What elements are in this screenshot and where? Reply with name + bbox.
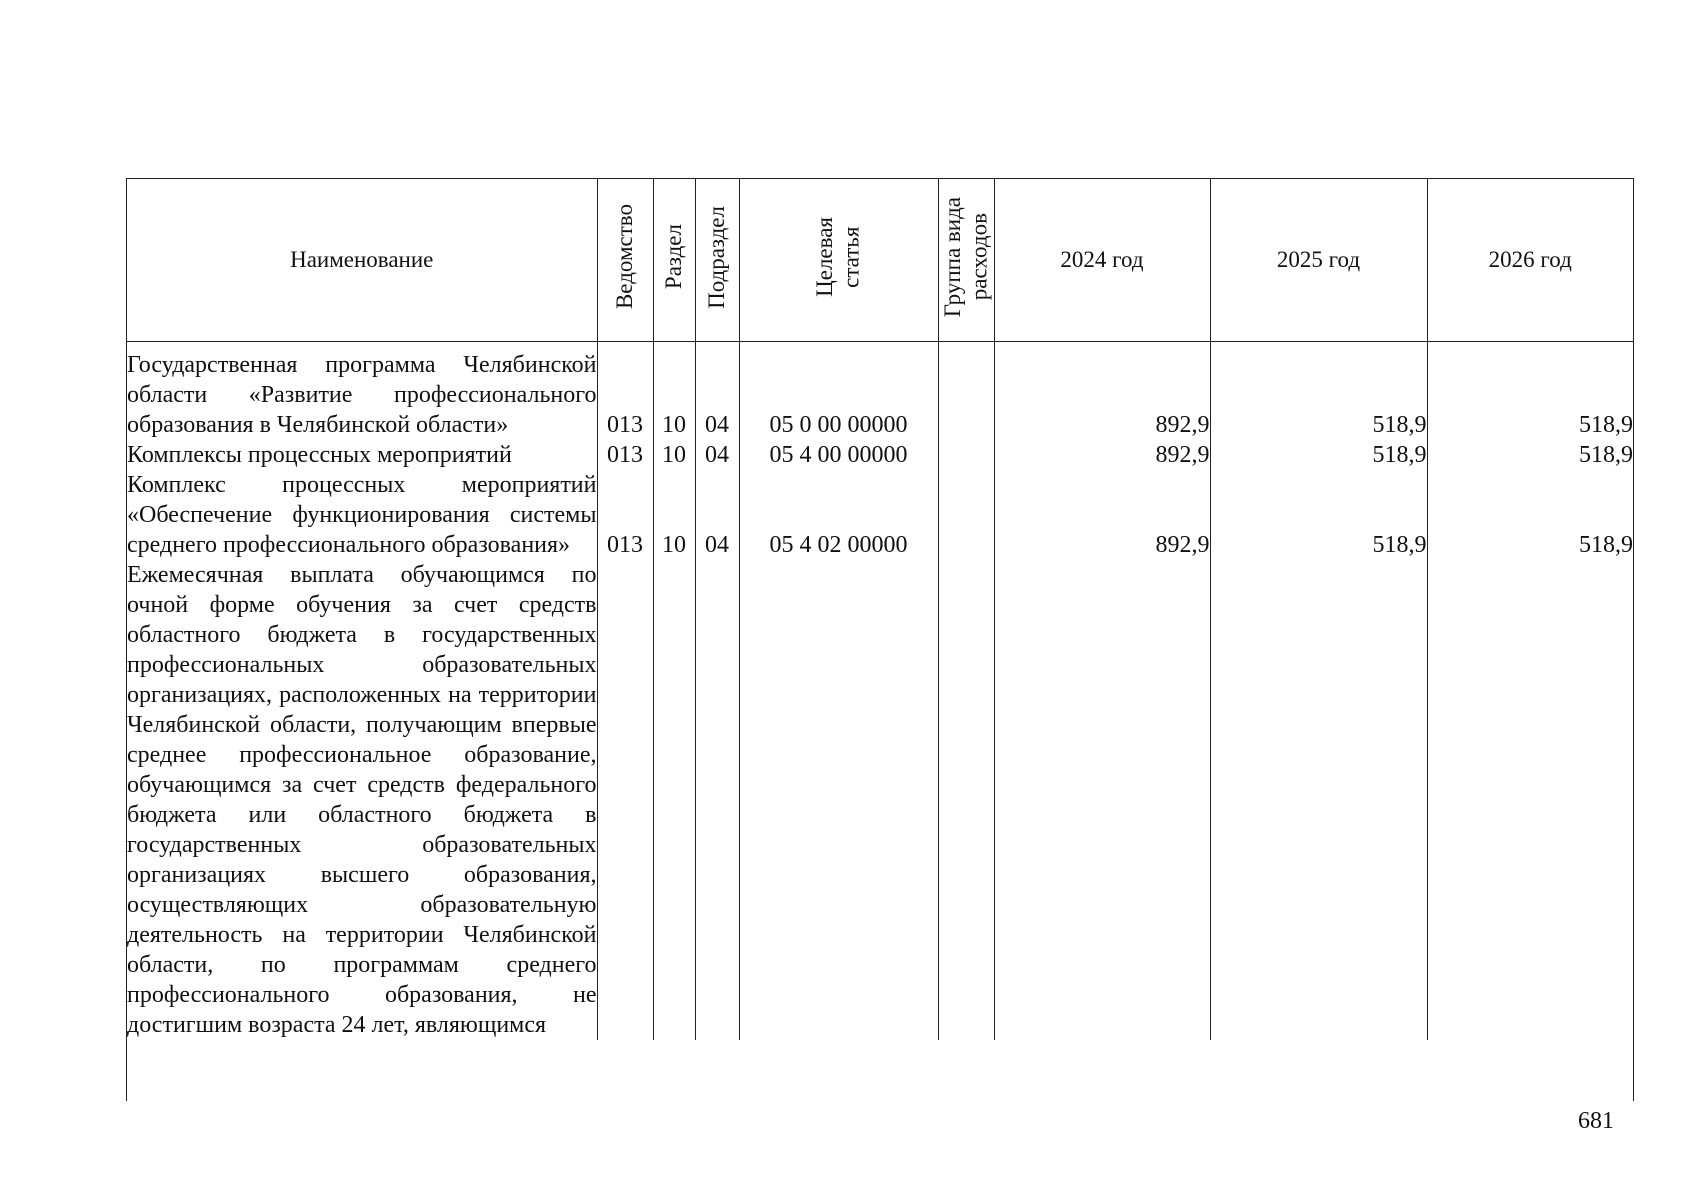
header-expense-label [940,197,993,317]
page-number: 681 [1578,1108,1614,1134]
table-row [127,560,1633,1040]
row-target: 05 4 00 00000 [739,440,938,470]
header-target-line2: статья [838,226,864,288]
row-department: 013 [597,440,653,470]
row-section: 10 [653,440,695,470]
row-subsection [695,560,739,1040]
budget-table-frame [126,178,1634,1101]
row-2024 [994,560,1210,1040]
row-target [739,560,938,1040]
row-department: 013 [597,470,653,560]
row-section: 10 [653,470,695,560]
row-subsection: 04 [695,470,739,560]
row-name: Комплексы процессных мероприятий [127,442,512,468]
table-header-row [127,179,1633,342]
header-department [597,179,653,342]
header-year-2025: 2025 год [1210,179,1427,342]
row-2024: 892,9 [994,440,1210,470]
row-2026: 518,9 [1427,440,1633,470]
row-name: Ежемесячная выплата обучающимся по очной форме обучения за счет средств областного бюджета в государственных профессиональных образовательных организациях, расположенных на территории Челябинской области, получающим впервые среднее профессиональное образование, обучающимся за счет средств федерального бюджета или областного бюджета в государственных образовательных организациях высшего образования, осуществляющих образовательную деятельность на территории Челябинской области, по программам среднего профессионального образования, не достигшим возраста 24 лет, являющимся [127,562,597,1038]
row-2025 [1210,560,1427,1040]
row-2024: 892,9 [994,342,1210,441]
row-section [653,560,695,1040]
row-expense-group [938,560,994,1040]
row-section: 10 [653,342,695,441]
header-target-label [812,217,865,297]
row-2026: 518,9 [1427,470,1633,560]
row-2025: 518,9 [1210,470,1427,560]
header-target-line1: Целевая [812,217,838,297]
row-name: Комплекс процессных мероприятий «Обеспечение функционирования системы среднего профессионального образования» [127,472,597,558]
header-expense-line1: Группа вида [939,196,965,318]
header-expense-group [938,179,994,342]
header-section-label: Раздел [660,224,686,290]
table-row [127,440,1633,470]
table-row [127,470,1633,560]
row-expense-group [938,342,994,441]
row-department: 013 [597,342,653,441]
row-2026: 518,9 [1427,342,1633,441]
header-year-2026: 2026 год [1427,179,1633,342]
row-department [597,560,653,1040]
row-2025: 518,9 [1210,342,1427,441]
row-2026 [1427,560,1633,1040]
row-expense-group [938,440,994,470]
header-subsection-label: Подраздел [703,205,729,309]
header-department-label: Ведомство [611,204,637,310]
header-target [739,179,938,342]
row-subsection: 04 [695,342,739,441]
row-2025: 518,9 [1210,440,1427,470]
row-expense-group [938,470,994,560]
table-row [127,342,1633,441]
header-year-2024: 2024 год [994,179,1210,342]
header-subsection [695,179,739,342]
header-section [653,179,695,342]
row-2024: 892,9 [994,470,1210,560]
header-expense-line2: расходов [966,213,991,301]
row-target: 05 0 00 00000 [739,342,938,441]
budget-table [127,179,1633,1040]
row-name: Государственная программа Челябинской области «Развитие профессионального образования в Челябинской области» [127,352,597,438]
row-target: 05 4 02 00000 [739,470,938,560]
row-subsection: 04 [695,440,739,470]
header-name: Наименование [127,179,597,342]
